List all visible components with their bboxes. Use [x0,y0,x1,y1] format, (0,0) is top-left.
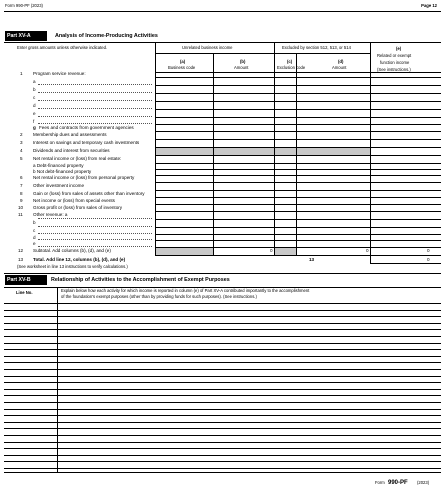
col-b-letter: (b) [240,59,246,64]
bottom-rule [4,472,441,473]
row-rule [155,182,441,183]
explanation-row[interactable] [4,336,441,337]
line-2-label: Membership dues and assessments [33,132,107,137]
line-11e: e [33,241,36,246]
row-rule [155,131,441,132]
explanation-row[interactable] [4,422,441,423]
row-rule [155,169,441,170]
col-c-letter: (c) [287,59,293,64]
col-d-letter: (d) [338,59,344,64]
shaded-12c [274,247,296,255]
description-entry-line[interactable] [38,218,152,219]
explanation-row[interactable] [4,402,441,403]
header-bottom-rule [155,72,441,73]
row-rule [155,77,441,78]
description-entry-line[interactable] [38,108,152,109]
row-rule [155,109,441,110]
line-11b: b [33,220,36,225]
footer-form-year: (2023) [417,480,430,485]
col-d-label: Amount [332,65,347,70]
explanation-row[interactable] [4,409,441,410]
col-c-label: Exclusion code [277,65,306,70]
part-a-intro: Enter gross amounts unless otherwise indicated. [17,45,108,50]
line-11c: c [33,228,36,233]
excluded-header: Excluded by section 512, 513, or 514 [282,45,351,50]
line-5-num: 5 [20,156,23,161]
explanation-row[interactable] [4,369,441,370]
row-rule [155,240,441,241]
line-1a: a [33,79,36,84]
line-13-value: 0 [427,256,430,262]
col-e-letter: (e) [396,46,402,51]
description-entry-line[interactable] [38,233,152,234]
explanation-row[interactable] [4,376,441,377]
row-rule [155,219,441,220]
explanation-row[interactable] [4,461,441,462]
explanation-row[interactable] [4,343,441,344]
group-header-rule [155,53,370,54]
line-8-num: 8 [20,191,23,196]
line-9-label: Net income or (loss) from special events [33,198,115,203]
line-13-num: 13 [18,257,24,262]
line-1d: d [33,103,36,108]
row-rule [155,190,441,191]
explain-line2: of the foundation's exempt purposes (other than by providing funds for such purposes). (See instructions.) [61,294,257,299]
line-10-label: Gross profit or (loss) from sales of inventory [33,205,123,210]
row-rule [155,163,441,164]
part-a-rule [4,42,441,43]
description-entry-line[interactable] [38,123,152,124]
explanation-row[interactable] [4,468,441,469]
line-3-num: 3 [20,140,23,145]
row-rule [155,175,441,176]
line-11d: d [33,235,36,240]
row-rule [155,234,441,235]
row-rule [155,247,441,248]
footer-form-number: 990-PF [388,480,408,486]
line-4-label: Dividends and interest from securities [33,148,110,153]
line-7-label: Other investment income [33,183,85,188]
line-6-label: Net rental income or (loss) from personal property [33,175,135,180]
row-rule [155,204,441,205]
line-3-label: Interest on savings and temporary cash investments [33,140,140,145]
explanation-row[interactable] [4,323,441,324]
form-label: Form 990-PF (2023) [5,3,43,8]
part-b-top-rule [4,273,441,274]
explanation-row[interactable] [4,316,441,317]
line-12-b-value: 0 [270,247,273,253]
part-a-title: Analysis of Income-Producing Activities [55,32,158,39]
explanation-row[interactable] [4,389,441,390]
description-entry-line[interactable] [38,226,152,227]
line-5-label: Net rental income or (loss) from real estate: [33,156,122,161]
explanation-row[interactable] [4,356,441,357]
line-12-label: Subtotal. Add columns (b), (d), and (e) [33,248,111,253]
explanation-row[interactable] [4,349,441,350]
line-7-num: 7 [20,183,23,188]
explanation-row[interactable] [4,428,441,429]
col-e-line3: (See instructions.) [377,67,411,72]
line-8-label: Gain or (loss) from sales of assets other than inventory [33,191,145,196]
explanation-row[interactable] [4,448,441,449]
line-4-num: 4 [20,148,23,153]
line-12-e-value: 0 [427,247,430,253]
line-1b: b [33,87,36,92]
line-1c: c [33,95,36,100]
col-e-line2: function income [380,60,410,65]
line-5b-label: b Not debt-financed property [33,169,92,174]
description-entry-line[interactable] [38,116,152,117]
line-11-num: 11 [18,212,23,217]
description-entry-line[interactable] [38,84,152,85]
line-1g-label: Fees and contracts from government agencies [39,125,134,130]
description-entry-line[interactable] [38,246,152,247]
col-a-label: Business code [168,65,196,70]
row-rule [155,85,441,86]
description-entry-line[interactable] [38,100,152,101]
explanation-row[interactable] [4,415,441,416]
line-1g-num: g [33,125,36,130]
line-no-header: Line No. [16,290,33,295]
line-12-d-value: 0 [366,247,369,253]
explanation-row[interactable] [4,395,441,396]
col-divider [274,42,275,255]
row-rule [155,93,441,94]
line-1e: e [33,111,36,116]
col-divider [296,53,297,255]
line-11-label: Other revenue: a [33,212,68,217]
part-b-title: Relationship of Activities to the Accomplishment of Exempt Purposes [51,276,230,283]
line-12-num: 12 [18,248,24,253]
explanation-row[interactable] [4,329,441,330]
explanation-row[interactable] [4,310,441,311]
row-rule [155,255,441,256]
row-rule [155,211,441,212]
explanation-row[interactable] [4,362,441,363]
page-label: Page 12 [421,3,437,8]
total-rule [370,263,441,264]
description-entry-line[interactable] [38,239,152,240]
row-rule [155,227,441,228]
worksheet-note: (See worksheet in line 13 instructions to verify calculations.) [17,264,128,269]
explanation-row[interactable] [4,442,441,443]
explanation-row[interactable] [4,435,441,436]
row-rule [155,197,441,198]
unrelated-business-header: Unrelated business income [182,45,233,50]
row-rule [155,147,441,148]
line-1-label: Program service revenue: [33,71,86,76]
part-b-label: Part XV-B [5,275,47,285]
footer-form-word: Form [375,480,385,485]
line-1f: f [33,119,35,124]
col-b-label: Amount [234,65,249,70]
line-5a-label: a Debt-financed property [33,163,84,168]
explain-line1: Explain below how each activity for which income is reported in column (e) of Part XV-A contributed importantly to the accomplishment [61,288,310,293]
line-1-num: 1 [20,71,23,76]
shaded-12a [155,247,213,255]
row-rule [155,124,441,125]
part-a-label: Part XV-A [5,31,47,41]
line-no-divider [57,287,58,472]
col-divider [213,53,214,255]
line-2-num: 2 [20,132,23,137]
col-divider [370,42,371,263]
description-entry-line[interactable] [38,92,152,93]
line-10-num: 10 [18,205,24,210]
col-a-letter: (a) [180,59,186,64]
explanation-row[interactable] [4,455,441,456]
row-rule [155,101,441,102]
line-13-ref: 13 [309,257,315,262]
line-9-num: 9 [20,198,23,203]
line-6-num: 6 [20,175,23,180]
explanation-row[interactable] [4,303,441,304]
header-rule [4,11,441,12]
line-13-label: Total. Add line 12, columns (b), (d), and (e) [33,257,126,262]
row-rule [155,117,441,118]
col-divider [155,42,156,255]
row-rule [155,155,441,156]
col-e-line1: Related or exempt [377,53,412,58]
explanation-row[interactable] [4,382,441,383]
row-rule [155,139,441,140]
